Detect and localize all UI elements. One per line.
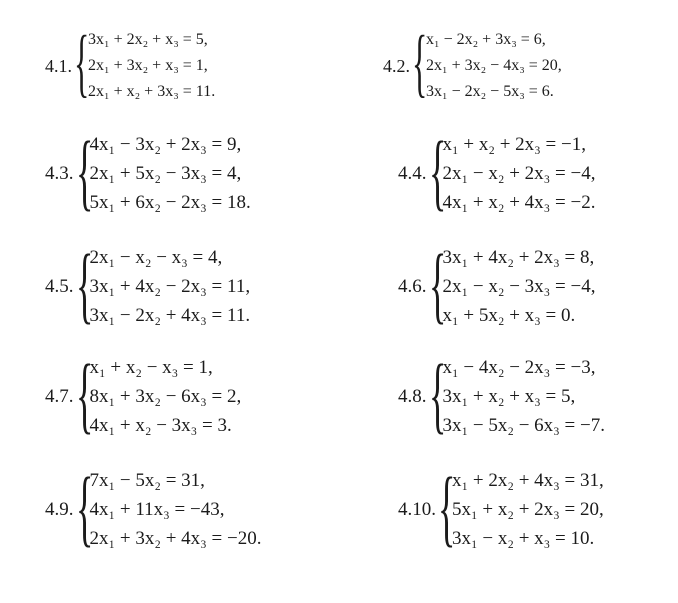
equation-3: 5x₁ + 6x₂ − 2x₃ = 18. <box>89 192 251 213</box>
equation-system <box>426 27 562 105</box>
equation-3: 2x₁ + 3x₂ + 4x₃ = −20. <box>89 528 262 549</box>
left-brace: { <box>438 458 456 555</box>
problem-number: 4.9. <box>45 498 74 520</box>
equation-2: 2x₁ − x₂ − 3x₃ = −4, <box>442 276 596 297</box>
equation-system <box>443 353 605 440</box>
equation-3: 2x₁ + x₂ + 3x₃ = 11. <box>88 83 216 100</box>
equation-2: 2x₁ + 3x₂ + x₃ = 1, <box>88 57 208 74</box>
equation-1: x₁ + 2x₂ + 4x₃ = 31, <box>452 470 604 491</box>
equation-3: x₁ + 5x₂ + x₃ = 0. <box>442 305 576 326</box>
equation-system <box>452 466 604 553</box>
equation-2: 3x₁ + 4x₂ − 2x₃ = 11, <box>89 276 251 297</box>
equation-1: 3x₁ + 4x₂ + 2x₃ = 8, <box>442 247 595 268</box>
left-brace: { <box>428 345 446 442</box>
equation-1: x₁ − 2x₂ + 3x₃ = 6, <box>426 31 546 48</box>
equation-system <box>88 27 215 105</box>
equation-2: 2x₁ + 5x₂ − 3x₃ = 4, <box>89 163 242 184</box>
equation-2: 4x₁ + 11x₃ = −43, <box>89 499 225 520</box>
problem-4-5 <box>45 235 251 332</box>
problem-number: 4.1. <box>45 55 72 76</box>
problem-4-7 <box>45 345 242 442</box>
equation-2: 2x₁ − x₂ + 2x₃ = −4, <box>442 163 596 184</box>
equation-2: 8x₁ + 3x₂ − 6x₃ = 2, <box>89 386 242 407</box>
equation-1: 4x₁ − 3x₂ + 2x₃ = 9, <box>89 134 242 155</box>
problem-4-9 <box>45 458 262 555</box>
equation-3: 4x₁ + x₂ − 3x₃ = 3. <box>89 415 232 436</box>
left-brace: { <box>75 122 93 219</box>
problem-4-1 <box>45 21 216 105</box>
equation-3: 3x₁ − x₂ + x₃ = 10. <box>452 528 595 549</box>
problem-4-10 <box>398 458 604 555</box>
left-brace: { <box>75 345 93 442</box>
problem-4-4 <box>398 122 596 219</box>
equation-3: 3x₁ − 2x₂ + 4x₃ = 11. <box>89 305 251 326</box>
equation-3: 4x₁ + x₂ + 4x₃ = −2. <box>442 192 596 213</box>
problem-4-8 <box>398 345 605 442</box>
left-brace: { <box>75 458 93 555</box>
problem-4-3 <box>45 122 251 219</box>
equation-2: 2x₁ + 3x₂ − 4x₃ = 20, <box>426 57 562 74</box>
equation-1: 3x₁ + 2x₂ + x₃ = 5, <box>88 31 208 48</box>
equation-2: 3x₁ + x₂ + x₃ = 5, <box>442 386 576 407</box>
problem-number: 4.10. <box>398 498 436 520</box>
equation-1: x₁ − 4x₂ − 2x₃ = −3, <box>442 357 596 378</box>
problem-number: 4.3. <box>45 162 74 184</box>
equation-system <box>90 353 242 440</box>
problem-number: 4.4. <box>398 162 427 184</box>
equation-system <box>443 243 596 330</box>
equation-3: 3x₁ − 2x₂ − 5x₃ = 6. <box>426 83 554 100</box>
equation-1: x₁ + x₂ + 2x₃ = −1, <box>442 134 586 155</box>
problem-number: 4.7. <box>45 385 74 407</box>
problem-number: 4.6. <box>398 275 427 297</box>
problem-4-2 <box>383 21 562 105</box>
left-brace: { <box>412 21 428 105</box>
problem-number: 4.8. <box>398 385 427 407</box>
problem-number: 4.5. <box>45 275 74 297</box>
left-brace: { <box>428 122 446 219</box>
equation-system <box>443 130 596 217</box>
left-brace: { <box>75 235 93 332</box>
equation-1: 7x₁ − 5x₂ = 31, <box>89 470 205 491</box>
equation-2: 5x₁ + x₂ + 2x₃ = 20, <box>452 499 604 520</box>
equation-system <box>90 466 262 553</box>
equation-3: 3x₁ − 5x₂ − 6x₃ = −7. <box>442 415 605 436</box>
problem-4-6 <box>398 235 596 332</box>
left-brace: { <box>428 235 446 332</box>
left-brace: { <box>74 21 90 105</box>
equation-system <box>90 243 251 330</box>
equation-1: 2x₁ − x₂ − x₃ = 4, <box>89 247 223 268</box>
problem-number: 4.2. <box>383 55 410 76</box>
equation-system <box>90 130 251 217</box>
equation-1: x₁ + x₂ − x₃ = 1, <box>89 357 213 378</box>
